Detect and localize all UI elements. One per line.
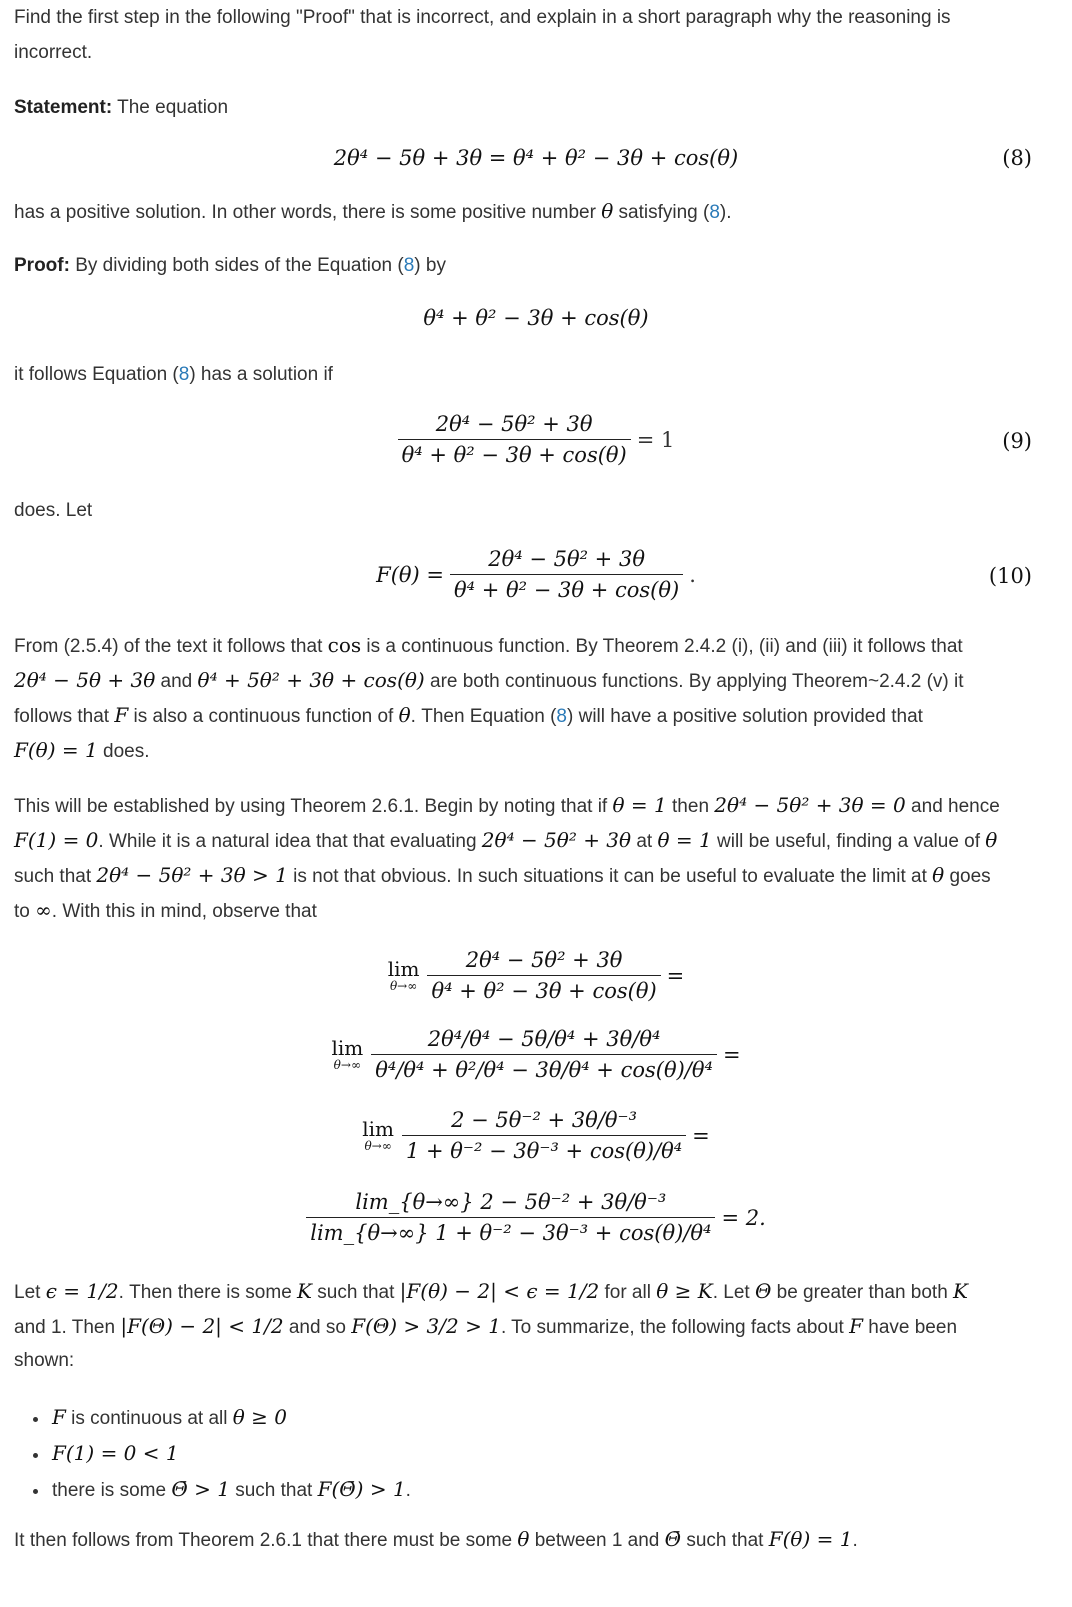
text-run: at [631,831,658,852]
limit-operator [362,1116,394,1153]
equation-9-numerator: 2θ⁴ − 5θ² + 3θ [435,412,593,436]
text-run: is not that obvious. In such situations it can be useful to evaluate the limit at [287,866,933,887]
text-run: then [666,796,715,817]
theorem-line-4 [14,898,317,924]
proof-paragraph [14,254,446,278]
math-run: F(1) = 0 [14,828,99,852]
math-run: θ ≥ 0 [232,1405,288,1429]
text-run: . Then there is some [118,1282,298,1303]
equation-8-expr: 2θ⁴ − 5θ + 3θ = θ⁴ + θ² − 3θ + cos(θ) [333,146,739,170]
limit-1-denominator: θ⁴ + θ² − 3θ + cos(θ) [427,975,660,1003]
equation-10-dot: . [689,562,696,587]
statement-label: Statement: [14,97,113,118]
list-item [50,1436,411,1472]
math-run: 2θ⁴ − 5θ² + 3θ > 1 [96,863,288,887]
text-run: to [14,901,36,922]
theorem-line-1 [14,793,1000,819]
text-run: . [405,1480,411,1501]
equation-8-tag: (8) [1002,146,1032,170]
math-run: F [849,1314,863,1338]
epsilon-line-1 [14,1279,968,1305]
positive-solution-paragraph [14,199,732,225]
text-run: does. [97,741,150,762]
text-run: and hence [905,796,1000,817]
text-run: such that [14,866,97,887]
equation-10-denominator: θ⁴ + θ² − 3θ + cos(θ) [450,574,683,602]
proof-text-b: ) by [414,255,446,276]
list-item [50,1472,411,1508]
equation-9 [0,412,1072,467]
text-run: Let [14,1282,46,1303]
text-run: have been [862,1317,958,1338]
divisor-expression [0,306,1072,330]
math-run: F [114,703,129,727]
math-run: 2θ⁴ − 5θ² + 3θ [481,828,632,852]
text-run: and 1. Then [14,1317,121,1338]
text-run: such that [312,1282,400,1303]
positive-text-b: satisfying ( [613,202,710,223]
lim-subscript: θ→∞ [333,1057,361,1072]
math-run: F(1) = 0 < 1 [52,1441,179,1465]
math-run: θ⁴ + 5θ² + 3θ + cos(θ) [197,668,425,692]
text-run: follows that [14,706,115,727]
continuity-line-3 [14,703,923,729]
limit-2-fraction [371,1027,717,1082]
limit-line-1 [0,948,1072,1003]
statement-paragraph [14,96,228,120]
limit-line-3 [0,1108,1072,1163]
equation-ref-link[interactable]: 8 [709,202,720,223]
lim-word: lim [362,1116,394,1141]
math-run: F(θ) = 1 [14,738,98,762]
limit-operator [331,1035,364,1072]
text-run: This will be established by using Theorem 2.6.1. Begin by noting that if [14,796,613,817]
text-run: . While it is a natural idea that that evaluating [98,831,482,852]
text-run: It then follows from Theorem 2.6.1 that there must be some [14,1530,518,1551]
infinity-symbol: ∞ [35,898,52,922]
limit-4-numerator: lim_{θ→∞} 2 − 5θ⁻² + 3θ/θ⁻³ [355,1190,667,1214]
continuity-line-4 [14,738,150,764]
text-run: and [155,671,198,692]
text-run: is also a continuous function of [128,706,399,727]
limit-1-fraction [427,948,660,1003]
equation-9-denominator: θ⁴ + θ² − 3θ + cos(θ) [398,439,631,467]
math-run: θ [985,828,998,852]
equation-ref-link[interactable]: 8 [403,255,415,276]
limit-line-4 [0,1190,1072,1245]
math-run: F [52,1405,66,1429]
text-run: be greater than both [771,1282,954,1303]
text-run: . Let [712,1282,755,1303]
lim-subscript: θ→∞ [389,978,418,993]
follows-paragraph [14,363,333,387]
equals-sign: = [692,1123,710,1148]
math-run: θ [517,1527,530,1551]
equation-8 [0,146,1072,170]
limit-1-numerator: 2θ⁴ − 5θ² + 3θ [465,948,623,972]
limit-operator [387,956,420,993]
math-run: 2θ⁴ − 5θ + 3θ [14,668,156,692]
theorem-line-2 [14,828,997,854]
positive-text-a: has a positive solution. In other words, there is some positive number [14,202,602,223]
lim-word: lim [387,956,420,981]
epsilon-line-2 [14,1314,957,1340]
follows-text-a: it follows Equation ( [14,364,179,385]
math-run: Θ̄ > 1 [171,1477,230,1501]
divisor-expr: θ⁴ + θ² − 3θ + cos(θ) [423,306,649,330]
text-run: ) will have a positive solution provided that [567,706,923,727]
math-run: K [297,1279,312,1303]
math-run: |F(Θ) − 2| < 1/2 [120,1314,284,1338]
math-run: θ = 1 [612,793,667,817]
statement-text: The equation [112,97,229,118]
math-run: ϵ = 1/2 [45,1279,119,1303]
text-run: . Then Equation ( [410,706,557,727]
math-run: F(θ) = 1 [768,1527,853,1551]
cos-function: cos [327,633,362,657]
equation-10-tag: (10) [988,564,1032,588]
math-run: F(Θ) > 3/2 > 1 [351,1314,501,1338]
equation-10 [0,547,1072,602]
equation-10-numerator: 2θ⁴ − 5θ² + 3θ [488,547,645,571]
proof-label: Proof: [14,255,70,276]
equation-9-rhs: = 1 [636,427,675,452]
follows-text-b: ) has a solution if [189,364,333,385]
math-run: K [953,1279,968,1303]
text-run: From (2.5.4) of the text it follows that [14,636,328,657]
lim-word: lim [331,1035,364,1060]
text-run: is a continuous function. By Theorem 2.4.2 (i), (ii) and (iii) it follows that [361,636,963,657]
epsilon-line-3: shown: [14,1350,75,1371]
conclusion-paragraph [14,1527,858,1553]
limit-3-denominator: 1 + θ⁻² − 3θ⁻³ + cos(θ)/θ⁴ [402,1135,686,1163]
limit-line-2 [0,1027,1072,1082]
positive-text-c: ). [719,202,732,223]
does-let-text: does. Let [14,500,93,521]
math-run: Θ̄ [664,1527,682,1551]
math-run: |F(θ) − 2| < ϵ = 1/2 [399,1279,600,1303]
list-item [50,1400,411,1436]
continuity-line-2 [14,668,964,694]
limit-2-numerator: 2θ⁴/θ⁴ − 5θ/θ⁴ + 3θ/θ⁴ [427,1027,661,1051]
text-run: and so [283,1317,352,1338]
limit-4-denominator: lim_{θ→∞} 1 + θ⁻² − 3θ⁻³ + cos(θ)/θ⁴ [306,1217,715,1245]
limit-4-result: = 2. [721,1205,766,1230]
intro-line-1: Find the first step in the following "Proof" that is incorrect, and explain in a short paragraph why the reasoning is [14,7,951,28]
lim-subscript: θ→∞ [364,1138,392,1153]
math-run: F(Θ̄) > 1 [317,1477,406,1501]
text-run: such that [681,1530,769,1551]
text-run: will be useful, finding a value of [711,831,986,852]
limit-2-denominator: θ⁴/θ⁴ + θ²/θ⁴ − 3θ/θ⁴ + cos(θ)/θ⁴ [371,1054,717,1082]
text-run: such that [229,1480,318,1501]
equation-10-lhs: F(θ) = [376,562,444,587]
text-run: . [852,1530,858,1551]
text-run: are both continuous functions. By applying Theorem~2.4.2 (v) it [424,671,964,692]
math-run: Θ [754,1279,772,1303]
math-run: θ ≥ K [656,1279,713,1303]
text-run: between 1 and [529,1530,665,1551]
theorem-line-3 [14,863,991,889]
math-run: θ [932,863,945,887]
limit-4-fraction [306,1190,715,1245]
facts-list [26,1400,411,1508]
equation-ref-link[interactable]: 8 [178,364,190,385]
text-run: there is some [52,1480,172,1501]
equation-10-fraction [450,547,683,602]
proof-text-a: By dividing both sides of the Equation ( [69,255,404,276]
intro-line-2: incorrect. [14,42,93,63]
equals-sign: = [666,963,685,988]
text-run: goes [944,866,991,887]
text-run: . With this in mind, observe that [51,901,317,922]
equation-9-fraction [398,412,631,467]
limit-3-numerator: 2 − 5θ⁻² + 3θ/θ⁻³ [451,1108,638,1132]
equation-ref-link[interactable]: 8 [556,706,567,727]
limit-3-fraction [402,1108,686,1163]
continuity-line-1 [14,633,963,659]
equals-sign: = [722,1042,741,1067]
text-run: for all [599,1282,657,1303]
text-run: is continuous at all [65,1408,233,1429]
text-run: . To summarize, the following facts about [500,1317,850,1338]
math-run: θ = 1 [657,828,712,852]
positive-theta: θ [601,199,614,223]
math-run: 2θ⁴ − 5θ² + 3θ = 0 [714,793,906,817]
math-run: θ [398,703,411,727]
equation-9-tag: (9) [1002,429,1032,453]
